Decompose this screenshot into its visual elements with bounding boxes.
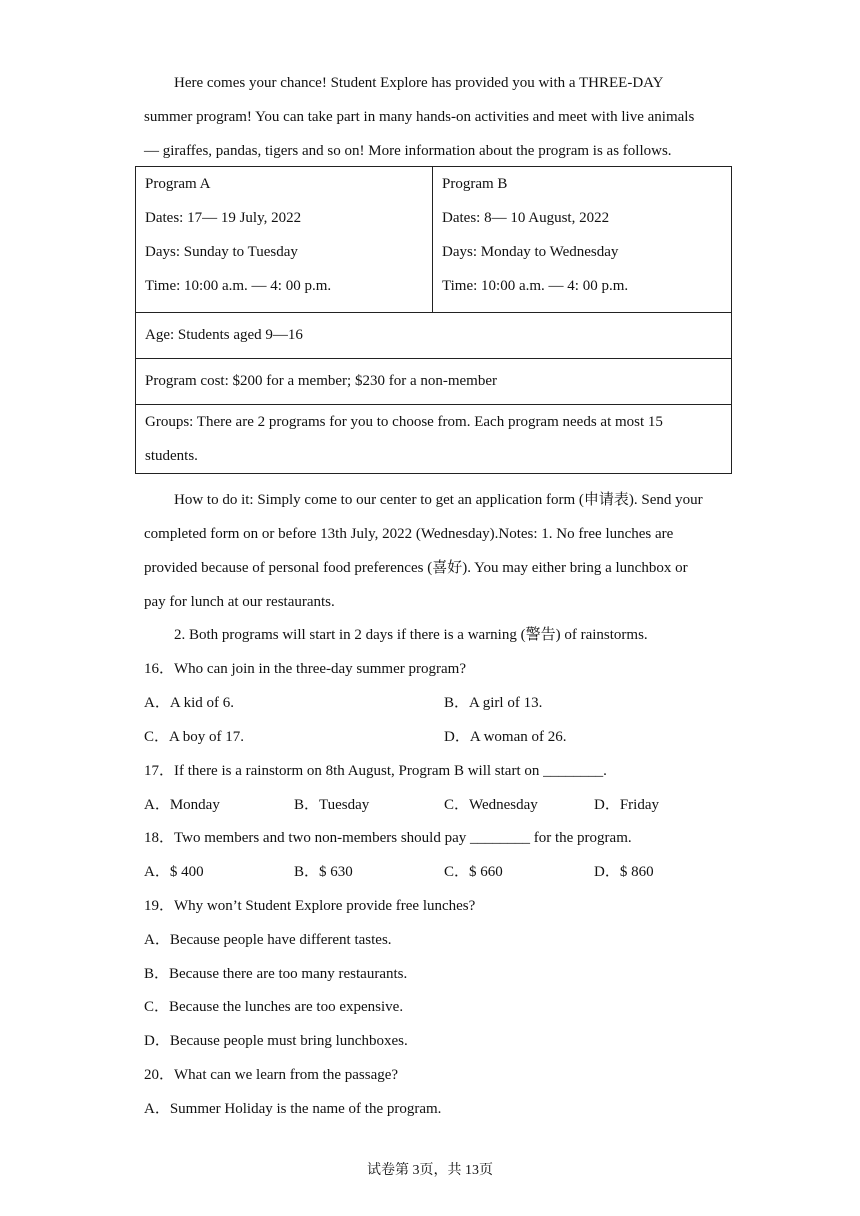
cost-cell: Program cost: $200 for a member; $230 for a non-member xyxy=(136,359,732,405)
program-b-name: Program B xyxy=(442,176,508,192)
program-a-days: Days: Sunday to Tuesday xyxy=(145,244,298,260)
question-16-option-d[interactable]: D．A woman of 26. xyxy=(444,729,567,745)
howto-line-2: completed form on or before 13th July, 2022 (Wednesday).Notes: 1. No free lunches are xyxy=(144,526,674,542)
question-19-option-d[interactable]: D．Because people must bring lunchboxes. xyxy=(144,1033,408,1049)
program-a-name: Program A xyxy=(145,176,211,192)
howto-line-3: provided because of personal food preferences (喜好). You may either bring a lunchbox or xyxy=(144,560,688,576)
question-17-option-c[interactable]: C．Wednesday xyxy=(444,797,538,813)
intro-line-3: — giraffes, pandas, tigers and so on! More information about the program is as follows. xyxy=(144,143,672,159)
program-b-days: Days: Monday to Wednesday xyxy=(442,244,619,260)
howto-line-5: 2. Both programs will start in 2 days if there is a warning (警告) of rainstorms. xyxy=(174,627,648,643)
question-17-option-b[interactable]: B．Tuesday xyxy=(294,797,370,813)
program-a-time: Time: 10:00 a.m. — 4: 00 p.m. xyxy=(145,278,332,294)
question-20-option-a[interactable]: A．Summer Holiday is the name of the program. xyxy=(144,1101,442,1117)
program-a-dates: Dates: 17— 19 July, 2022 xyxy=(145,210,302,226)
question-17-option-d[interactable]: D．Friday xyxy=(594,797,659,813)
groups-line-2: students. xyxy=(145,448,198,464)
question-20-stem: 20．What can we learn from the passage? xyxy=(144,1067,399,1083)
program-table xyxy=(135,166,732,474)
question-19-option-b[interactable]: B．Because there are too many restaurants. xyxy=(144,966,408,982)
question-16-option-b[interactable]: B．A girl of 13. xyxy=(444,695,543,711)
program-b-dates: Dates: 8— 10 August, 2022 xyxy=(442,210,610,226)
question-16-stem: 16．Who can join in the three-day summer program? xyxy=(144,661,466,677)
question-19-option-a[interactable]: A．Because people have different tastes. xyxy=(144,932,392,948)
question-19-option-c[interactable]: C．Because the lunches are too expensive. xyxy=(144,999,404,1015)
question-19-stem: 19．Why won’t Student Explore provide free lunches? xyxy=(144,898,476,914)
question-18-option-c[interactable]: C．$ 660 xyxy=(444,864,503,880)
howto-line-4: pay for lunch at our restaurants. xyxy=(144,594,335,610)
question-18-option-d[interactable]: D．$ 860 xyxy=(594,864,654,880)
program-b-time: Time: 10:00 a.m. — 4: 00 p.m. xyxy=(442,278,629,294)
question-16-option-c[interactable]: C．A boy of 17. xyxy=(144,729,245,745)
howto-line-1: How to do it: Simply come to our center to get an application form (申请表). Send your xyxy=(174,492,703,508)
groups-line-1: Groups: There are 2 programs for you to choose from. Each program needs at most 15 xyxy=(145,414,663,430)
groups-cell xyxy=(136,405,732,474)
question-17-stem: 17．If there is a rainstorm on 8th August, Program B will start on ________. xyxy=(144,763,607,779)
intro-line-1: Here comes your chance! Student Explore has provided you with a THREE-DAY xyxy=(174,75,664,91)
question-16-option-a[interactable]: A．A kid of 6. xyxy=(144,695,235,711)
program-b-cell xyxy=(433,167,732,313)
question-18-stem: 18．Two members and two non-members should pay ________ for the program. xyxy=(144,830,632,846)
age-cell: Age: Students aged 9—16 xyxy=(136,313,732,359)
program-a-cell xyxy=(136,167,433,313)
page-footer: 试卷第 3页，共 13页 xyxy=(367,1163,493,1178)
question-18-option-b[interactable]: B．$ 630 xyxy=(294,864,353,880)
intro-line-2: summer program! You can take part in many hands-on activities and meet with live animals xyxy=(144,109,695,125)
question-18-option-a[interactable]: A．$ 400 xyxy=(144,864,204,880)
question-17-option-a[interactable]: A．Monday xyxy=(144,797,220,813)
